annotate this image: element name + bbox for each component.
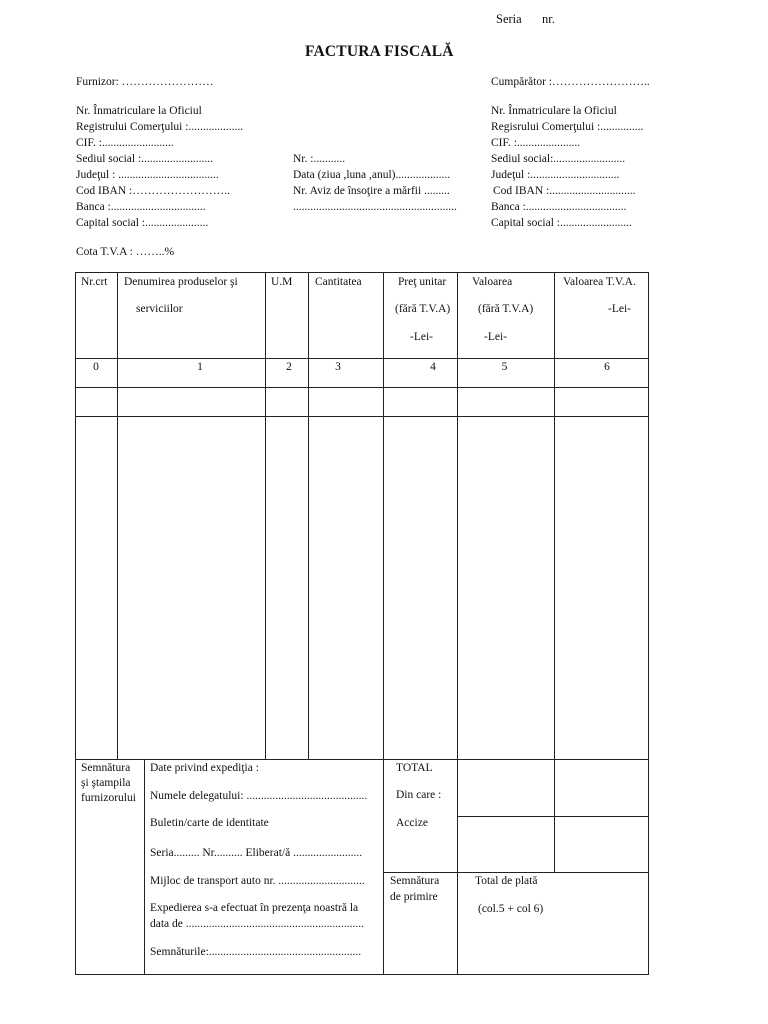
cota-tva: Cota T.V.A : ……..% <box>76 246 175 258</box>
total-label: TOTAL <box>396 762 433 774</box>
header-tva-line1: Valoarea T.V.A. <box>563 276 636 288</box>
header-nrcrt: Nr.crt <box>81 276 108 288</box>
column-divider <box>265 272 266 759</box>
col-number: 1 <box>197 361 203 373</box>
column-divider <box>457 272 458 974</box>
table-row-divider <box>75 416 649 417</box>
semnatura-primire-line1: Semnătura <box>390 875 440 887</box>
furnizor-cif: CIF. :......................... <box>76 137 174 149</box>
col-number: 5 <box>501 361 508 373</box>
col-number: 4 <box>430 361 436 373</box>
header-tva-line2: -Lei- <box>608 303 631 315</box>
furnizor-iban: Cod IBAN :…………………….. <box>76 185 230 197</box>
header-denumire-line2: serviciilor <box>136 303 183 315</box>
header-pret-line1: Preţ unitar <box>398 276 447 288</box>
cumparator-banca: Banca :................................... <box>491 201 627 213</box>
semnatura-furnizor-line1: Semnătura <box>81 762 131 774</box>
furnizor-reg-line2: Registrului Comerţului :................... <box>76 121 244 133</box>
column-divider <box>144 759 145 974</box>
column-divider <box>383 272 384 974</box>
invoice-date: Data (ziua ,luna ,anul)................... <box>293 169 451 181</box>
nr-label: nr. <box>542 12 555 26</box>
delegat-field: Numele delegatului: .......................................... <box>150 790 368 802</box>
header-cantitatea: Cantitatea <box>315 276 362 288</box>
column-divider <box>308 272 309 759</box>
cumparator-label: Cumpărător :…………………….. <box>491 76 650 88</box>
table-border-right <box>648 272 649 974</box>
table-row-divider <box>75 387 649 388</box>
accize-label: Accize <box>396 817 428 829</box>
expeditie-label: Date privind expediţia : <box>150 762 259 774</box>
table-row-divider <box>75 759 649 760</box>
col-number: 2 <box>286 361 292 373</box>
header-valoarea-line1: Valoarea <box>472 276 513 288</box>
document-title: FACTURA FISCALĂ <box>305 43 454 60</box>
col-number: 6 <box>604 361 610 373</box>
aviz-dots: ......................................................... <box>293 201 457 213</box>
din-care-label: Din care : <box>396 789 442 801</box>
header-um: U.M <box>271 276 293 288</box>
cumparator-iban: Cod IBAN :.............................. <box>493 185 636 197</box>
cumparator-reg-line2: Regisrului Comerţului :............... <box>491 121 644 133</box>
furnizor-capital: Capital social :...................... <box>76 217 209 229</box>
buletin-label: Buletin/carte de identitate <box>150 817 269 829</box>
table-row-divider <box>457 816 649 817</box>
cumparator-capital: Capital social :......................... <box>491 217 632 229</box>
furnizor-banca: Banca :................................. <box>76 201 206 213</box>
table-row-divider <box>383 872 649 873</box>
total-plata-line1: Total de plată <box>475 875 538 887</box>
invoice-nr: Nr. :........... <box>293 153 346 165</box>
total-plata-line2: (col.5 + col 6) <box>478 903 544 915</box>
table-border-bottom <box>75 974 649 975</box>
cumparator-judet: Judeţul :............................... <box>491 169 620 181</box>
semnatura-primire-line2: de primire <box>390 891 438 903</box>
furnizor-sediu: Sediul social :......................... <box>76 153 214 165</box>
furnizor-reg-line1: Nr. Înmatriculare la Oficiul <box>76 105 202 117</box>
header-valoarea-line3: -Lei- <box>484 331 507 343</box>
cumparator-cif: CIF. :...................... <box>491 137 581 149</box>
mijloc-transport-field: Mijloc de transport auto nr. .............................. <box>150 875 365 887</box>
header-pret-line3: -Lei- <box>410 331 433 343</box>
expedierea-line2: data de .............................................................. <box>150 918 365 930</box>
header-valoarea-line2: (fără T.V.A) <box>478 303 534 315</box>
semnaturile-field: Semnăturile:..................................................... <box>150 946 362 958</box>
table-row-divider <box>75 358 649 359</box>
table-border-top <box>75 272 649 273</box>
aviz-nr: Nr. Aviz de însoţire a mărfii ......... <box>293 185 450 197</box>
semnatura-furnizor-line2: şi ştampila <box>81 777 131 789</box>
furnizor-label: Furnizor: …………………… <box>76 76 214 88</box>
header-denumire-line1: Denumirea produselor şi <box>124 276 238 288</box>
seria-label: Seria <box>496 12 522 26</box>
expedierea-line1: Expedierea s-a efectuat în prezenţa noastră la <box>150 902 359 914</box>
cumparator-reg-line1: Nr. Înmatriculare la Oficiul <box>491 105 617 117</box>
table-border-left <box>75 272 76 974</box>
cumparator-sediu: Sediul social:......................... <box>491 153 626 165</box>
seria-nr-field: Seria......... Nr.......... Eliberat/ă ........................ <box>150 847 363 859</box>
furnizor-judet: Judeţul : ................................... <box>76 169 219 181</box>
header-pret-line2: (fără T.V.A) <box>395 303 451 315</box>
col-number: 0 <box>93 361 99 373</box>
column-divider <box>117 272 118 759</box>
semnatura-furnizor-line3: furnizorului <box>81 792 136 804</box>
col-number: 3 <box>335 361 341 373</box>
